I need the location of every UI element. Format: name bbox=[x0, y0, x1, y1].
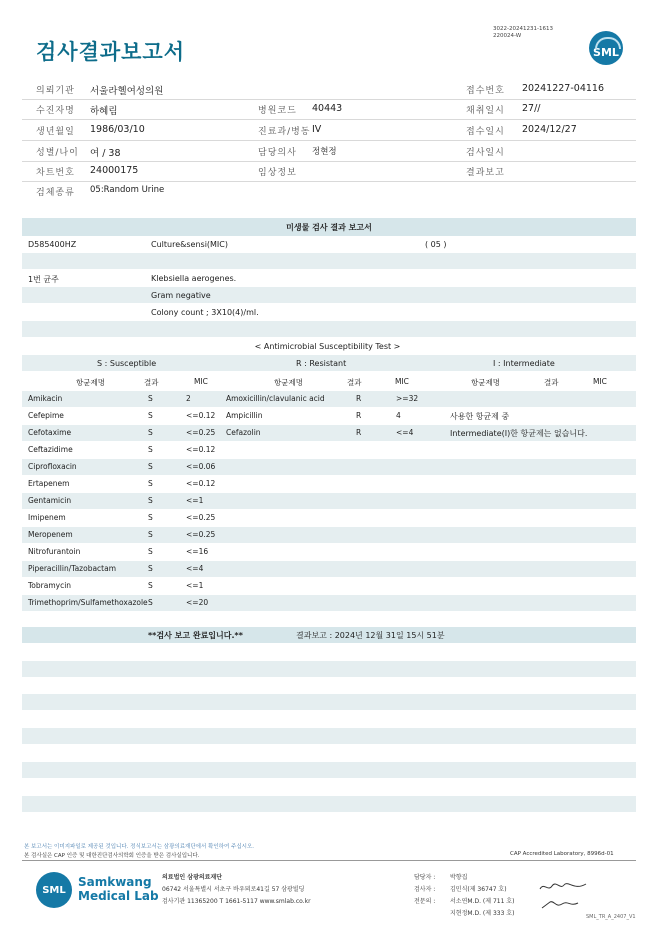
table-row bbox=[22, 459, 636, 475]
collect-date-label: 채취일시 bbox=[466, 106, 505, 116]
drug-name: Ertapenem bbox=[28, 479, 70, 488]
intermediate-note-2: Intermediate(I)한 항균제는 없습니다. bbox=[450, 429, 588, 438]
specimen-value: 05:Random Urine bbox=[90, 185, 165, 195]
mic-value: <=1 bbox=[186, 496, 204, 505]
drug-name: Cefotaxime bbox=[28, 428, 72, 437]
logo-arc-icon bbox=[595, 37, 621, 49]
blank-band bbox=[22, 762, 636, 778]
drug-name: Ampicillin bbox=[226, 411, 263, 420]
mic-value: <=0.12 bbox=[186, 445, 216, 454]
doctor-label: 담당의사 bbox=[258, 148, 297, 158]
form-code: SML_TR_A_2407_V1 bbox=[586, 914, 636, 920]
result-value: S bbox=[148, 564, 153, 573]
mic-value: <=1 bbox=[186, 581, 204, 590]
intermediate-note-1: 사용한 항균제 중 bbox=[450, 412, 510, 421]
col-result-header: 결과 bbox=[144, 378, 159, 387]
result-value: R bbox=[356, 411, 362, 420]
blank-band bbox=[22, 321, 636, 337]
ward-code-value: 40443 bbox=[312, 103, 343, 114]
legend-susceptible: S : Susceptible bbox=[97, 359, 157, 368]
mic-value: <=0.25 bbox=[186, 428, 216, 437]
doctor-signature bbox=[540, 898, 580, 912]
drug-name: Tobramycin bbox=[28, 581, 72, 590]
table-row bbox=[22, 391, 636, 407]
ast-title: < Antimicrobial Susceptibility Test > bbox=[254, 342, 401, 351]
table-row bbox=[22, 561, 636, 577]
mic-value: 2 bbox=[186, 394, 191, 403]
receipt-date-value: 2024/12/27 bbox=[522, 124, 577, 135]
section-title: 미생물 검사 결과 보고서 bbox=[286, 223, 372, 232]
blank-band bbox=[22, 253, 636, 269]
collect-date-value: 27// bbox=[522, 103, 541, 114]
mic-value: <=4 bbox=[396, 428, 414, 437]
examiner-label: 검사자 : bbox=[414, 886, 436, 893]
col-mic-header: MIC bbox=[593, 377, 607, 386]
test-name: Culture&sensi(MIC) bbox=[151, 240, 228, 249]
result-value: S bbox=[148, 496, 153, 505]
legend-intermediate: I : Intermediate bbox=[493, 359, 555, 368]
blank-band bbox=[22, 796, 636, 812]
info-row-6 bbox=[22, 181, 636, 201]
col-result-header: 결과 bbox=[347, 378, 362, 387]
confirm-doctor-1: 서소연M.D. (제 711 호) bbox=[450, 898, 515, 905]
gram-stain: Gram negative bbox=[151, 291, 211, 300]
specimen-label: 검체종류 bbox=[36, 188, 75, 198]
drug-name: Meropenem bbox=[28, 530, 73, 539]
gram-band bbox=[22, 287, 636, 303]
col-drug-header: 항균제명 bbox=[471, 378, 500, 387]
staff-name: 박향집 bbox=[450, 874, 468, 881]
col-mic-header: MIC bbox=[194, 377, 208, 386]
brand-line-2: Medical Lab bbox=[78, 889, 159, 903]
ast-header-row bbox=[22, 374, 636, 390]
name-value: 하혜림 bbox=[90, 106, 118, 117]
chart-no-label: 차트번호 bbox=[36, 168, 75, 178]
mic-value: <=20 bbox=[186, 598, 209, 607]
chart-no-value: 24000175 bbox=[90, 165, 139, 176]
drug-name: Cefepime bbox=[28, 411, 64, 420]
mic-value: <=0.06 bbox=[186, 462, 216, 471]
col-mic-header: MIC bbox=[395, 377, 409, 386]
legend-resistant: R : Resistant bbox=[296, 359, 347, 368]
result-value: S bbox=[148, 445, 153, 454]
info-row-5 bbox=[22, 161, 636, 182]
footer-divider bbox=[22, 860, 636, 861]
table-row bbox=[22, 476, 636, 492]
blank-band bbox=[22, 694, 636, 710]
hospital-label: 의뢰기관 bbox=[36, 86, 75, 96]
mic-value: <=0.25 bbox=[186, 513, 216, 522]
drug-name: Nitrofurantoin bbox=[28, 547, 81, 556]
sml-logo bbox=[589, 31, 623, 65]
col-drug-header: 항균제명 bbox=[76, 378, 105, 387]
info-row-3 bbox=[22, 120, 636, 141]
dept-value: IV bbox=[312, 124, 322, 135]
brand-name bbox=[78, 875, 159, 903]
result-value: S bbox=[148, 411, 153, 420]
test-date-label: 검사일시 bbox=[466, 148, 505, 158]
drug-name: Ciprofloxacin bbox=[28, 462, 77, 471]
org-phone: 검사기관 11365200 T 1661-5117 www.smlab.co.kr bbox=[162, 898, 311, 905]
confirm-label: 전문의 : bbox=[414, 898, 436, 905]
logo-text: SML bbox=[593, 45, 619, 59]
confirm-doctor-2: 지현정M.D. (제 333 호) bbox=[450, 910, 515, 917]
receipt-no-value: 20241227-04116 bbox=[522, 83, 605, 94]
blank-band bbox=[22, 661, 636, 677]
birth-label: 생년월일 bbox=[36, 127, 75, 137]
drug-name: Piperacillin/Tazobactam bbox=[28, 564, 117, 573]
mic-value: >=32 bbox=[396, 394, 419, 403]
brand-line-1: Samkwang bbox=[78, 875, 152, 889]
organism-name: Klebsiella aerogenes. bbox=[151, 274, 237, 283]
table-row bbox=[22, 408, 636, 424]
report-title: 검사결과보고서 bbox=[36, 40, 186, 64]
table-row bbox=[22, 493, 636, 509]
table-row bbox=[22, 442, 636, 458]
result-value: S bbox=[148, 530, 153, 539]
drug-name: Cefazolin bbox=[226, 428, 261, 437]
mic-value: <=0.12 bbox=[186, 411, 216, 420]
document-id-line1: 3022-20241231-1613 bbox=[493, 26, 553, 32]
result-value: R bbox=[356, 394, 362, 403]
document-id-line2: 220024-W bbox=[493, 33, 522, 39]
org-address: 06742 서울특별시 서초구 바우뫼로41길 57 삼광빌딩 bbox=[162, 886, 305, 893]
sex-age-value: 여 / 38 bbox=[90, 148, 121, 159]
mic-value: <=16 bbox=[186, 547, 209, 556]
info-row-1 bbox=[22, 79, 636, 100]
organism-label: 1번 균주 bbox=[28, 275, 59, 284]
table-row bbox=[22, 510, 636, 526]
result-value: S bbox=[148, 581, 153, 590]
result-value: S bbox=[148, 428, 153, 437]
drug-name: Ceftazidime bbox=[28, 445, 73, 454]
mic-value: <=4 bbox=[186, 564, 204, 573]
completion-band bbox=[22, 627, 636, 643]
sex-age-label: 성별/나이 bbox=[36, 148, 79, 158]
staff-label: 담당자 : bbox=[414, 874, 436, 881]
footer-note-1: 본 보고서는 이미지파일로 제공된 것입니다. 정식보고서는 삼광의료재단에서 확인하여 주십시오. bbox=[24, 844, 255, 850]
result-value: S bbox=[148, 462, 153, 471]
clinical-label: 임상정보 bbox=[258, 168, 297, 178]
result-value: S bbox=[148, 513, 153, 522]
org-name: 의료법인 삼광의료재단 bbox=[162, 874, 223, 881]
report-label: 결과보고 bbox=[466, 168, 505, 178]
colony-count: Colony count ; 3X10(4)/ml. bbox=[151, 308, 259, 317]
report-time: 결과보고 : 2024년 12월 31일 15시 51분 bbox=[296, 631, 445, 640]
footer-note-2: 본 검사실은 CAP 인증 및 대한진단검사의학회 인증을 받은 검사실입니다. bbox=[24, 853, 200, 859]
examiner-signature bbox=[538, 880, 588, 894]
dept-label: 진료과/병동 bbox=[258, 127, 311, 137]
info-row-2 bbox=[22, 99, 636, 120]
test-code: D585400HZ bbox=[28, 240, 77, 249]
blank-band bbox=[22, 728, 636, 744]
drug-name: Amoxicillin/clavulanic acid bbox=[226, 394, 325, 403]
result-value: S bbox=[148, 479, 153, 488]
drug-name: Gentamicin bbox=[28, 496, 72, 505]
table-row bbox=[22, 544, 636, 560]
mic-value: 4 bbox=[396, 411, 401, 420]
cap-accreditation: CAP Accredited Laboratory, 8996d-01 bbox=[510, 851, 614, 857]
result-value: R bbox=[356, 428, 362, 437]
info-row-4 bbox=[22, 141, 636, 162]
examiner-name: 김민식(제 36747 호) bbox=[450, 886, 507, 893]
name-label: 수진자명 bbox=[36, 106, 75, 116]
footer-sml-logo bbox=[36, 872, 72, 908]
col-result-header: 결과 bbox=[544, 378, 559, 387]
drug-name: Amikacin bbox=[28, 394, 63, 403]
table-row bbox=[22, 595, 636, 611]
doctor-value: 정현정 bbox=[312, 147, 337, 157]
drug-name: Trimethoprim/Sulfamethoxazole bbox=[28, 598, 148, 607]
mic-value: <=0.25 bbox=[186, 530, 216, 539]
birth-value: 1986/03/10 bbox=[90, 124, 145, 135]
section-title-band bbox=[22, 218, 636, 236]
hospital-value: 서울라헬여성의원 bbox=[90, 86, 164, 97]
col-drug-header: 항균제명 bbox=[274, 378, 303, 387]
mic-value: <=0.12 bbox=[186, 479, 216, 488]
receipt-no-label: 접수번호 bbox=[466, 86, 505, 96]
table-row bbox=[22, 578, 636, 594]
completion-text: **검사 보고 완료입니다.** bbox=[148, 631, 243, 640]
document-id bbox=[493, 26, 553, 40]
result-value: S bbox=[148, 598, 153, 607]
ward-code-label: 병원코드 bbox=[258, 106, 297, 116]
receipt-date-label: 접수일시 bbox=[466, 127, 505, 137]
table-row bbox=[22, 527, 636, 543]
result-value: S bbox=[148, 394, 153, 403]
footer-logo-text: SML bbox=[42, 884, 66, 896]
result-value: S bbox=[148, 547, 153, 556]
test-seq: ( 05 ) bbox=[425, 240, 447, 249]
drug-name: Imipenem bbox=[28, 513, 66, 522]
